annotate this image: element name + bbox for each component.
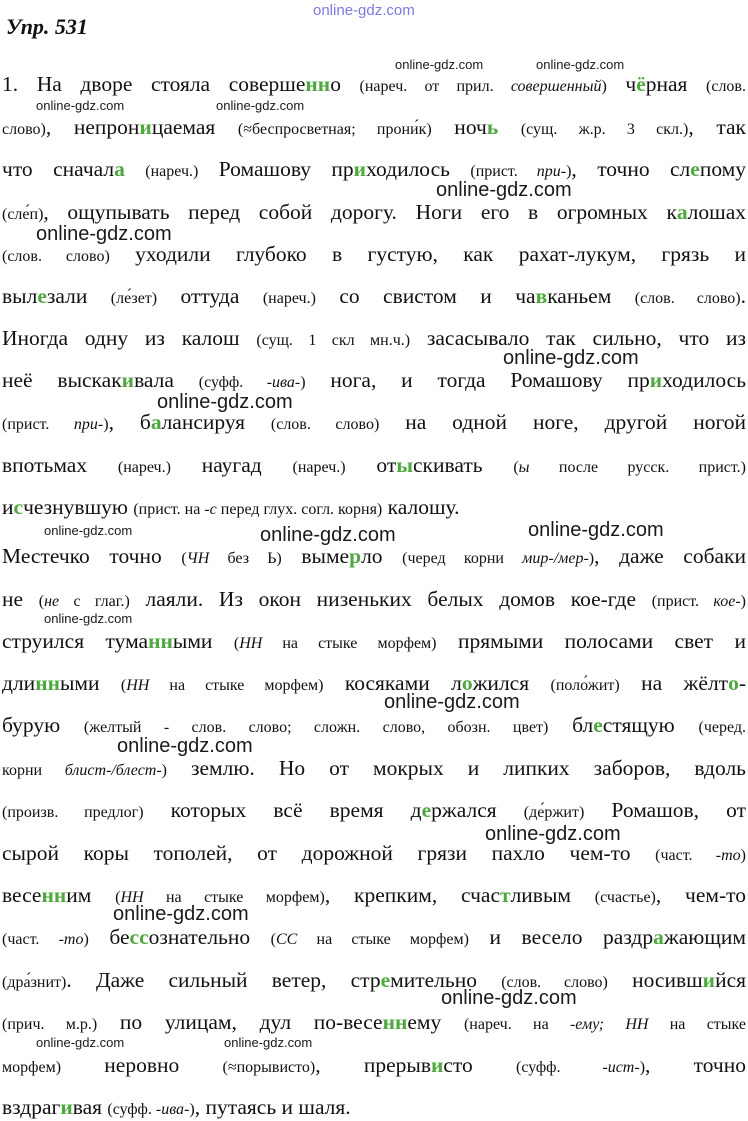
watermark: online-gdz.com: [44, 611, 133, 626]
text-line: (прич. м.р.) по улицам, дул по-весеннему (нареч. на -ему; НН на стыке: [2, 1010, 747, 1034]
text-line: впотьмах (нареч.) наугад (нареч.) отыскивать (ы после русск. прист.): [2, 453, 746, 477]
watermark: online-gdz.com: [260, 524, 396, 546]
exercise-title: Упр. 531: [6, 14, 88, 39]
watermark: online-gdz.com: [36, 1035, 125, 1050]
watermark: online-gdz.com: [485, 823, 621, 845]
watermark: online-gdz.com: [44, 523, 133, 538]
watermark: online-gdz.com: [436, 179, 572, 201]
text-line: не (не с глаг.) лаяли. Из окон низеньких белых домов кое-где (прист. кое-): [2, 587, 746, 611]
watermark-top: online-gdz.com: [313, 2, 415, 19]
watermark: online-gdz.com: [36, 98, 125, 113]
text-line: (дра́знит). Даже сильный ветер, стремительно (слов. слово) носившийся: [2, 968, 747, 992]
text-line: вздрагивая (суфф. -ива-), путаясь и шаля.: [2, 1095, 351, 1119]
text-line: струился туманными (НН на стыке морфем) прямыми полосами свет и: [2, 629, 746, 653]
text-line: Местечко точно (ЧН без Ь) вымерло (черед корни мир-/мер-), даже собаки: [2, 544, 747, 568]
text-line: корни блист-/блест-) землю. Но от мокрых и липких заборов, вдоль: [2, 756, 746, 780]
text-line: (слов. слово) уходили глубоко в густую, как рахат-лукум, грязь и: [2, 242, 746, 266]
watermark: online-gdz.com: [157, 391, 293, 413]
text-line: 1. На дворе стояла совершенно (нареч. от прил. совершенный) чёрная (слов.: [2, 72, 746, 96]
text-line: весенним (НН на стыке морфем), крепким, счастливым (счастье), чем-то: [2, 883, 747, 907]
watermark: online-gdz.com: [216, 98, 305, 113]
text-line: что сначала (нареч.) Ромашову приходилось (прист. при-), точно слепому: [2, 157, 747, 181]
text-line: слово), непроницаемая (≈беспросветная; прони́к) ночь (сущ. ж.р. 3 скл.), так: [2, 115, 747, 139]
watermark: online-gdz.com: [441, 987, 577, 1009]
watermark: online-gdz.com: [536, 57, 625, 72]
text-line: бурую (желтый - слов. слово; сложн. слово, обозн. цвет) блестящую (черед.: [2, 713, 746, 737]
text-line: вылезали (ле́зет) оттуда (нареч.) со свистом и чавканьем (слов. слово).: [2, 284, 746, 308]
watermark: online-gdz.com: [528, 519, 664, 541]
text-line: (прист. при-), балансируя (слов. слово) на одной ноге, другой ногой: [2, 410, 747, 434]
text-line: морфем) неровно (≈порывисто), прерывисто (суфф. -ист-), точно: [2, 1053, 747, 1077]
text-line: неё выскакивала (суфф. -ива-) нога, и тогда Ромашову приходилось: [2, 368, 746, 392]
watermark: online-gdz.com: [113, 903, 249, 925]
text-line: Иногда одну из калош (сущ. 1 скл мн.ч.) засасывало так сильно, что из: [2, 326, 746, 350]
watermark: online-gdz.com: [395, 57, 484, 72]
watermark: online-gdz.com: [117, 735, 253, 757]
watermark: online-gdz.com: [36, 223, 172, 245]
watermark: online-gdz.com: [224, 1035, 313, 1050]
text-line: (част. -то) бессознательно (СС на стыке морфем) и весело раздражающим: [2, 925, 747, 949]
text-line: (сле́п), ощупывать перед собой дорогу. Ноги его в огромных калошах: [2, 200, 746, 224]
watermark: online-gdz.com: [384, 691, 520, 713]
text-line: длинными (НН на стыке морфем) косяками ложился (поло́жит) на жёлто-: [2, 671, 746, 695]
watermark: online-gdz.com: [503, 347, 639, 369]
text-line: исчезнувшую (прист. на -с перед глух. согл. корня) калошу.: [2, 495, 460, 519]
text-line: сырой коры тополей, от дорожной грязи пахло чем-то (част. -то): [2, 841, 746, 865]
text-line: (произв. предлог) которых всё время держался (де́ржит) Ромашов, от: [2, 798, 747, 822]
